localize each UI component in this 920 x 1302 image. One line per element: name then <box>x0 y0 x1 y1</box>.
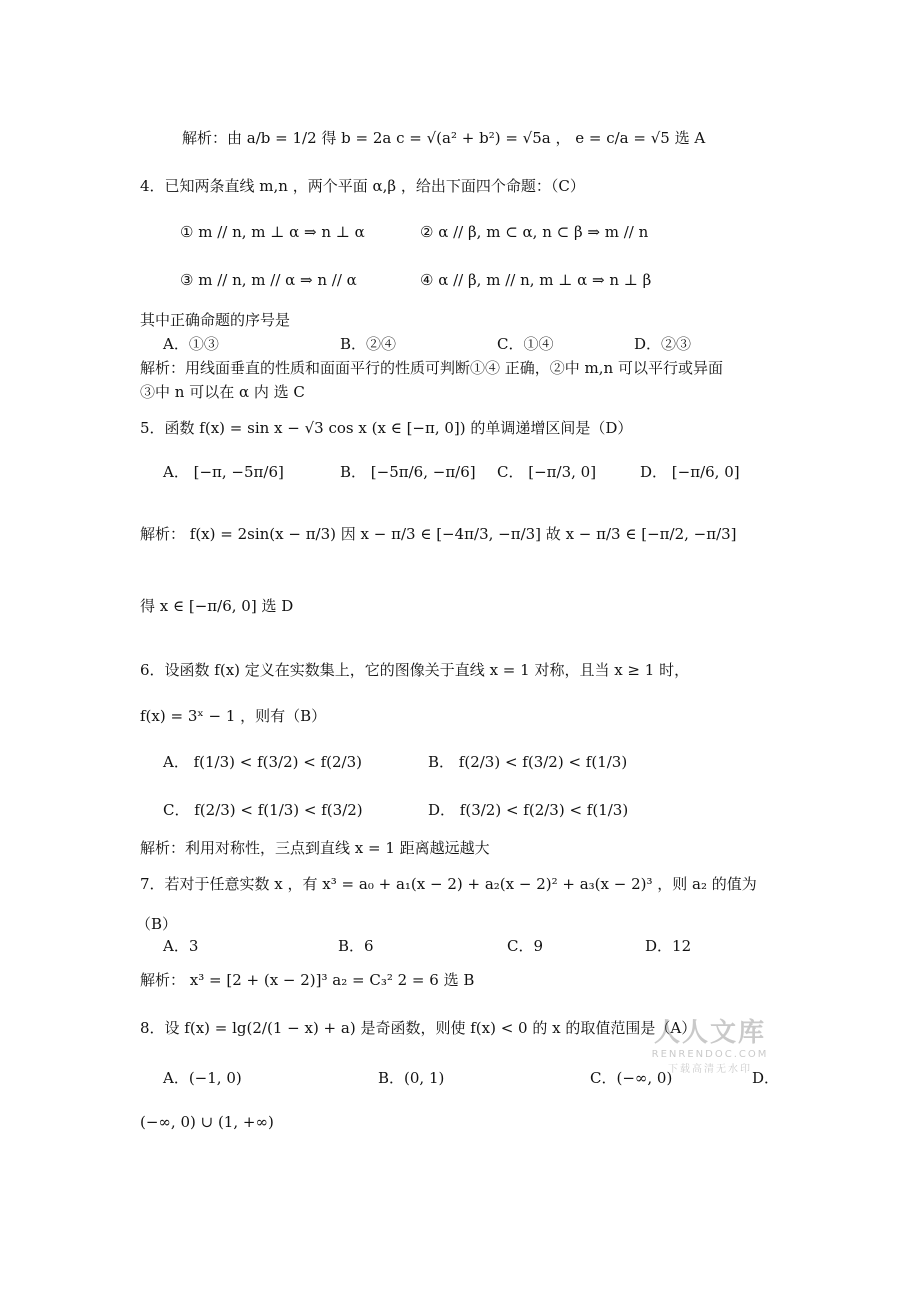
q5-option-d: D． [−π/6, 0] <box>640 463 740 481</box>
q5-option-b: B． [−5π/6, −π/6] <box>340 463 476 481</box>
question-4-prompt: 其中正确命题的序号是 <box>140 311 291 329</box>
watermark <box>640 1012 780 1075</box>
watermark-domain: RENRENDOC.COM <box>651 1049 769 1060</box>
proposition-3: ③ m // n, m // α ⇒ n // α <box>180 271 357 289</box>
q6-option-b: B． f(2/3) < f(3/2) < f(1/3) <box>428 753 628 771</box>
q4-option-d: D．②③ <box>634 335 692 353</box>
solution-q4-line2: ③中 n 可以在 α 内 选 C <box>140 383 305 401</box>
q5-option-c: C． [−π/3, 0] <box>497 463 597 481</box>
q8-option-a: A．(−1, 0) <box>163 1069 242 1087</box>
question-5: 5．函数 f(x) = sin x − √3 cos x (x ∈ [−π, 0]) 的单调递增区间是（D） <box>140 419 633 437</box>
proposition-4: ④ α // β, m // n, m ⊥ α ⇒ n ⊥ β <box>420 271 652 289</box>
q7-option-a: A．3 <box>163 937 199 955</box>
question-8: 8．设 f(x) = lg(2/(1 − x) + a) 是奇函数，则使 f(x) < 0 的 x 的取值范围是（A） <box>140 1019 697 1037</box>
proposition-2: ② α // β, m ⊂ α, n ⊂ β ⇒ m // n <box>420 223 649 241</box>
q7-option-c: C．9 <box>507 937 544 955</box>
q5-option-a: A． [−π, −5π/6] <box>163 463 284 481</box>
question-6: 6．设函数 f(x) 定义在实数集上，它的图像关于直线 x = 1 对称，且当 x ≥ 1 时， <box>140 661 690 679</box>
q7-option-d: D．12 <box>645 937 692 955</box>
solution-q5-line1: 解析： f(x) = 2sin(x − π/3) 因 x − π/3 ∈ [−4π/3, −π/3] 故 x − π/3 ∈ [−π/2, −π/3] <box>140 525 737 543</box>
q8-option-d-value: (−∞, 0) ∪ (1, +∞) <box>140 1113 274 1131</box>
question-6-cont: f(x) = 3ˣ − 1 ，则有（B） <box>140 707 327 725</box>
q6-option-a: A． f(1/3) < f(3/2) < f(2/3) <box>163 753 362 771</box>
question-4: 4．已知两条直线 m,n ，两个平面 α,β ，给出下面四个命题：（C） <box>140 177 585 195</box>
question-7: 7．若对于任意实数 x ，有 x³ = a₀ + a₁(x − 2) + a₂(x − 2)² + a₃(x − 2)³ ，则 a₂ 的值为 <box>140 875 757 893</box>
q4-option-b: B．②④ <box>340 335 397 353</box>
q8-option-d: D． <box>752 1069 780 1087</box>
q7-option-b: B．6 <box>338 937 374 955</box>
solution-q7: 解析： x³ = [2 + (x − 2)]³ a₂ = C₃² 2 = 6 选 B <box>140 971 475 989</box>
q6-option-d: D． f(3/2) < f(2/3) < f(1/3) <box>428 801 629 819</box>
solution-q5-line2: 得 x ∈ [−π/6, 0] 选 D <box>140 597 294 615</box>
q4-option-c: C．①④ <box>497 335 554 353</box>
watermark-slogan: 下载高清无水印 <box>668 1064 752 1075</box>
solution-q3: 解析：由 a/b = 1/2 得 b = 2a c = √(a² + b²) = √5a ， e = c/a = √5 选 A <box>182 129 706 147</box>
q6-option-c: C． f(2/3) < f(1/3) < f(3/2) <box>163 801 363 819</box>
watermark-title: 人人文库 <box>653 1018 766 1048</box>
solution-q4-line1: 解析：用线面垂直的性质和面面平行的性质可判断①④ 正确，②中 m,n 可以平行或异面 <box>140 359 723 377</box>
solution-q6: 解析：利用对称性，三点到直线 x = 1 距离越远越大 <box>140 839 490 857</box>
proposition-1: ① m // n, m ⊥ α ⇒ n ⊥ α <box>180 223 365 241</box>
question-7-answer: （B） <box>136 915 178 933</box>
q4-option-a: A．①③ <box>163 335 219 353</box>
q8-option-c: C．(−∞, 0) <box>590 1069 673 1087</box>
q8-option-b: B．(0, 1) <box>378 1069 445 1087</box>
